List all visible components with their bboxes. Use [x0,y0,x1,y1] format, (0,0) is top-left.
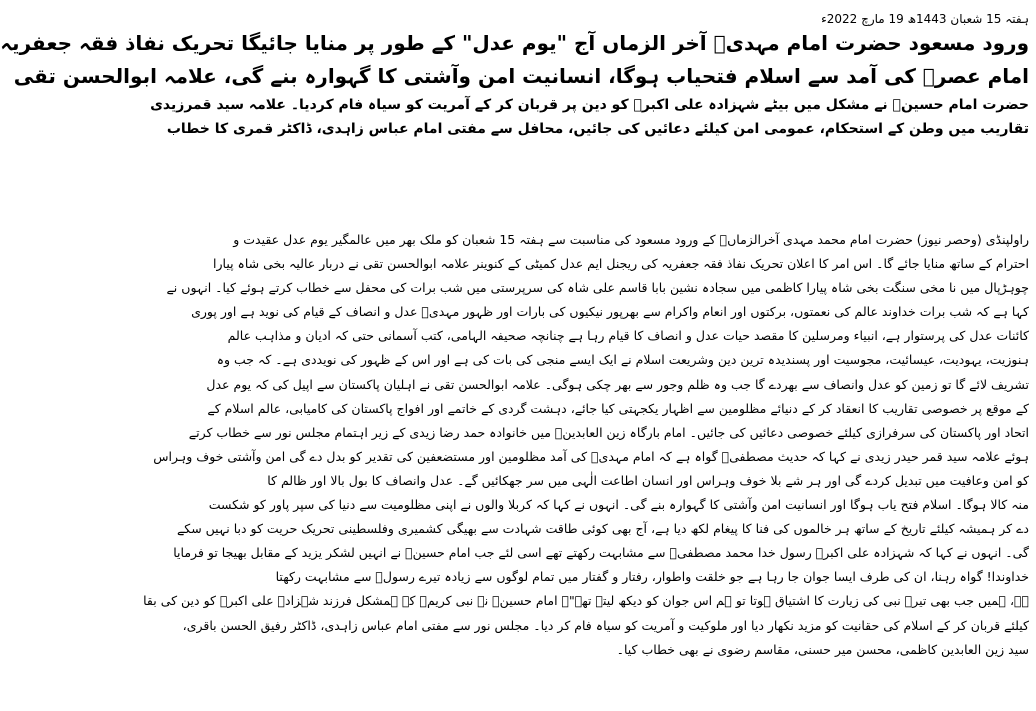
subheadline-line: تقاریب میں وطن کے استحکام، عمومی امن کیلئے دعائیں کی جائیں، محافل سے مفتی امام عباس زاہدی، ڈاکٹر قمری کا خطاب [166,121,1029,137]
body-line: احترام کے ساتھ منایا جائے گا۔ اس امر کا اعلان تحریک نفاذ فقہ جعفریہ کی ریجنل ایم عدل کمیٹی کے کنوینر علامہ ابوالحسن تقی نے دربار عالیہ بخی شاہ پیارا [213,256,1029,272]
body-line: کو امن وعافیت میں تبدیل کردے گی اور ہر شے بلا خوف وہراس اور انسان اطاعت الٰہی میں سر جھکائیں گے۔ عدل وانصاف کا بول بالا اور ظالم کا [267,472,1029,488]
body-line: کائنات عدل کی پرستوار ہے، انبیاء ومرسلین کا مقصد حیات عدل و انصاف کا قیام رہا ہے چنانچہ صحیفہ الہامی، کتب آسمانی حتی کہ ادیان و مذاہب عالم [227,328,1029,344]
body-line: کیلئے قربان کر کے اسلام کی حقانیت کو مزید نکھار دیا اور ملوکیت و آمریت کو سیاہ فام کر دیا۔ مجلس نور سے مفتی امام عباس زاہدی، ڈاکٹر رفیق الحسن باقری، [182,617,1029,633]
headline-line: ورود مسعود حضرت امام مہدیؑ آخر الزماں آج "یوم عدل" کے طور پر منایا جائیگا تحریک نفاذ فقہ جعفریہ [0,31,1029,55]
body-line: تشریف لائے گا تو زمین کو عدل وانصاف سے بھردے گا جب وہ ظلم وجور سے بھر چکی ہوگی۔ علامہ ابوالحسن تقی نے اہلیان پاکستان سے اپیل کی کہ یوم عدل [206,376,1029,392]
dateline: ہفتہ 15 شعبان 1443ھ 19 مارچ 2022ء [821,12,1029,26]
headline-block [0,27,1029,141]
body-line: ہوئے علامہ سید قمر حیدر زیدی نے کہا کہ حدیث مصطفیؐ گواہ ہے کہ امام مہدیؑ کی آمد مظلومین اور مستضعفین کی تقدیر کو بدل دے گی امن وآشتی خوف وہراس [153,448,1029,464]
body-line: سید زین العابدین کاظمی، محسن میر حسنی، مقاسم رضوی نے بھی خطاب کیا۔ [616,641,1029,657]
body-line: ہے، ہمیں جب بھی تیرے نبی کی زیارت کا اشتیاق ہوتا تو ہم اس جوان کو دیکھ لیتے تھے"۔ امام حسینؑ نے نبی کریمؐ کے ہمشکل فرزند شہزادہ علی اکبرؑ کو دین کی بقا [143,593,1029,609]
body-line: دے کر ہمیشہ کیلئے تاریخ کے ساتھ ہر خالموں کی فنا کا پیغام لکھ دیا ہے، آج بھی کوئی طاقت شہادت سے بھیگی کشمیری وفلسطینی تحریک حریت کو دبا نہیں سکے [176,521,1029,537]
headline-line: امام عصرؑ کی آمد سے اسلام فتحیاب ہوگا، انسانیت امن وآشتی کا گہوارہ بنے گی، علامہ ابوالحسن تقی [13,64,1029,88]
body-line: اتحاد اور پاکستان کی سرفرازی کیلئے خصوصی دعائیں کی جائیں۔ امام بارگاہ زین العابدینؑ میں خانوادہ حمد رضا زیدی کے زیر اہتمام مجلس نور سے خطاب کرتے [188,424,1029,440]
body-line: گی۔ انہوں نے کہا کہ شہزادہ علی اکبرؑ رسول خدا محمد مصطفیؐ سے مشابہت رکھتے تھے اسی لئے جب امام حسینؑ نے انہیں لشکر یزید کے مقابل بھیجا تو فرمایا [173,545,1029,561]
body-line: چوہڑپال میں نا مخی سنگت بخی شاہ پیارا کاظمی میں سجادہ نشین بابا قاسم علی شاہ کی سرپرستی میں شب برات کی محفل سے خطاب کرتے ہوئے کیا۔ انہوں نے [166,280,1029,296]
body-line: خداوندا! گواہ رہنا، ان کی طرف ایسا جوان جا رہا ہے جو خلقت واطوار، رفتار و گفتار میں تمام لوگوں سے زیادہ تیرے رسولؐ سے مشابہت رکھتا [275,569,1029,585]
body-line: ہنوزیت، یہودیت، عیسائیت، مجوسیت اور پسندیدہ ترین دین وشریعت اسلام نے ایک ایسے منجی کی بات کی ہے اور اس کے ظہور کی نویددی ہے۔ کہ جب وہ [216,352,1029,368]
subheadline-line: حضرت امام حسینؑ نے مشکل میں بیٹے شہزادہ علی اکبرؑ کو دین پر قربان کر کے آمریت کو سیاہ فام کردیا۔ علامہ سید قمرزیدی [150,97,1029,113]
body-line: کہا ہے کہ شب برات خداوند عالم کی نعمتوں، برکتوں اور انعام واکرام سے بھرپور نیکیوں کی بارات اور ظہور مہدیؑ عدل و انصاف کے قیام کی نوید ہے اور پوری [191,304,1029,320]
body-line: کے موقع پر خصوصی تقاریب کا انعقاد کر کے دنیائے مظلومین سے اظہار یکجہتی کیا جائے، دہشت گردی کے خاتمے اور افواج پاکستان کی کامیابی، عالم اسلام کے [207,400,1029,416]
article-body [143,228,1029,662]
body-line: راولپنڈی (وحصر نیوز) حضرت امام محمد مہدی آخرالزماںؑ کے ورود مسعود کی مناسبت سے ہفتہ 15 شعبان کو ملک بھر میں عالمگیر یوم عدل عقیدت و [233,232,1029,247]
body-line: منہ کالا ہوگا۔ اسلام فتح یاب ہوگا اور انسانیت امن وآشتی کا گہوارہ بنے گی۔ انہوں نے کہا کہ کربلا والوں نے اپنی مظلومیت سے دنیا کی سپر پاور کو شکست [208,497,1029,513]
